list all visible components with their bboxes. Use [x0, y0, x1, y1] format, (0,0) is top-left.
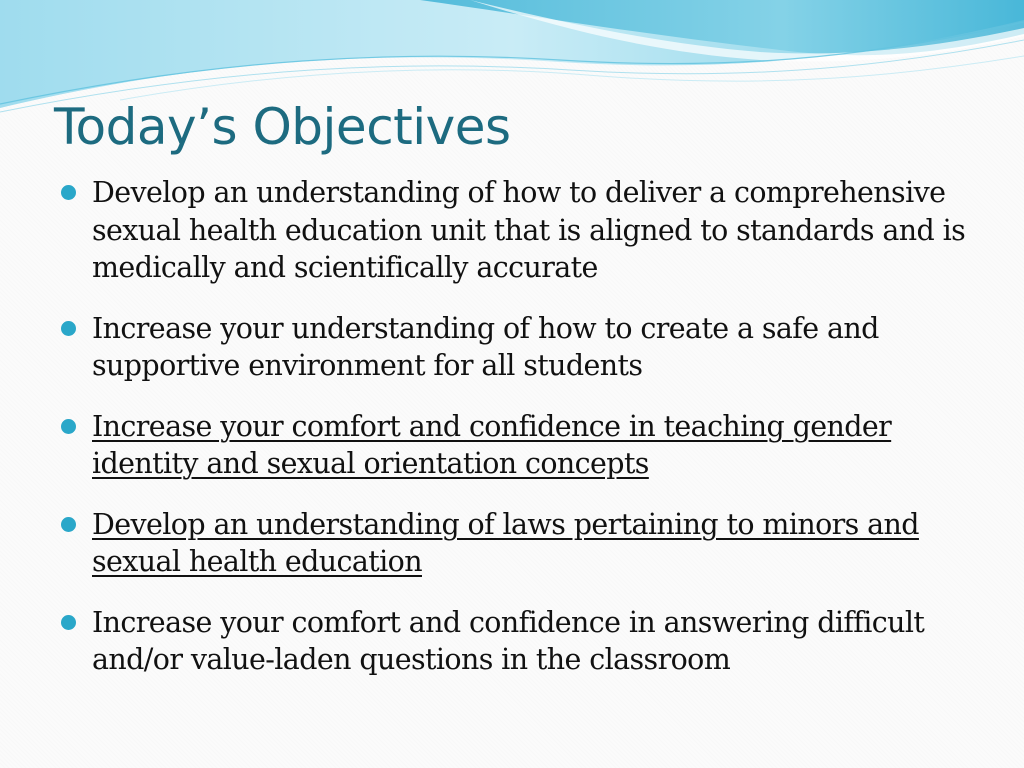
objective-text: Increase your comfort and confidence in answering difficult and/or value-laden questions in the classroom: [92, 605, 925, 676]
bullet-dot-icon: [61, 321, 76, 336]
bullet-dot-icon: [61, 419, 76, 434]
objective-item: [60, 310, 980, 385]
objectives-list: [60, 174, 980, 679]
bullet-dot-icon: [61, 615, 76, 630]
objective-item: [60, 408, 980, 483]
objective-text: Increase your understanding of how to create a safe and supportive environment for all students: [92, 311, 879, 382]
slide-title: Today’s Objectives: [54, 98, 511, 156]
objective-item: [60, 174, 980, 287]
objective-item: [60, 604, 980, 679]
objective-text: Increase your comfort and confidence in teaching gender identity and sexual orientation concepts: [92, 409, 892, 480]
objective-item: [60, 506, 980, 581]
bullet-dot-icon: [61, 185, 76, 200]
objective-text: Develop an understanding of how to deliver a comprehensive sexual health education unit that is aligned to standards and is medically and scientifically accurate: [92, 176, 966, 284]
bullet-dot-icon: [61, 517, 76, 532]
objective-text: Develop an understanding of laws pertaining to minors and sexual health education: [92, 507, 919, 578]
